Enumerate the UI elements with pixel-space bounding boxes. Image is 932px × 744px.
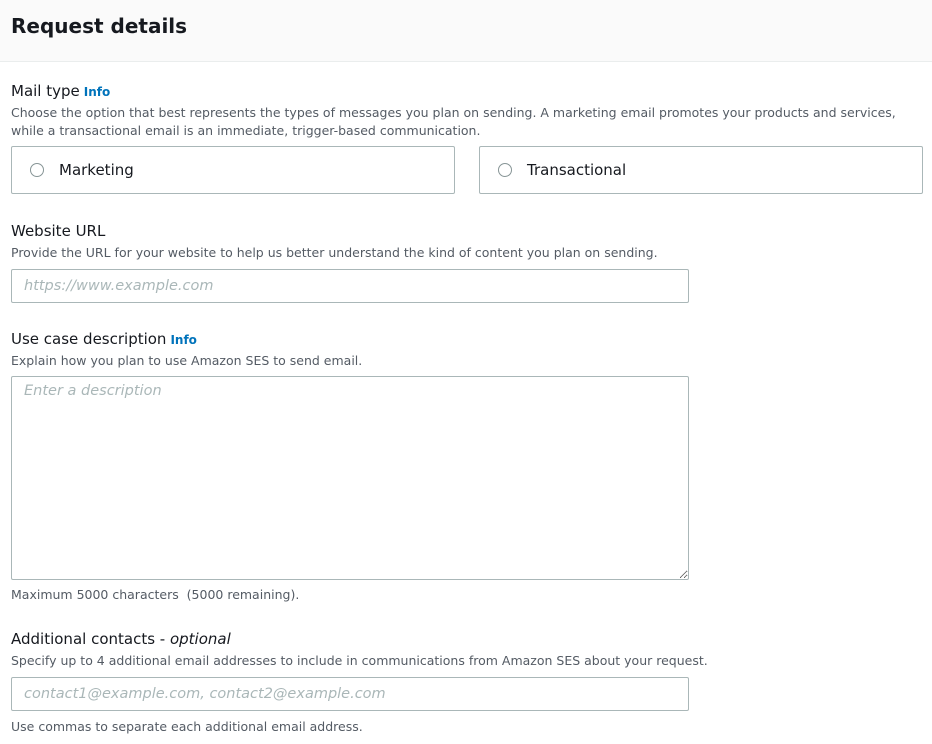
additional-contacts-optional: optional [169, 630, 231, 648]
use-case-textarea[interactable] [11, 376, 689, 580]
radio-card-marketing[interactable] [11, 146, 455, 194]
radio-button-marketing[interactable] [30, 163, 44, 177]
additional-contacts-label-text: Additional contacts - [11, 630, 170, 648]
radio-card-transactional[interactable] [479, 146, 923, 194]
website-url-label: Website URL [11, 222, 106, 240]
use-case-label [11, 329, 197, 350]
additional-contacts-input[interactable] [11, 677, 689, 711]
additional-contacts-hint: Use commas to separate each additional email address. [11, 719, 363, 734]
radio-label-marketing: Marketing [59, 161, 134, 179]
mail-type-label [11, 81, 110, 102]
use-case-info-link[interactable]: Info [170, 333, 197, 347]
mail-type-label-text: Mail type [11, 82, 80, 100]
website-url-input[interactable] [11, 269, 689, 303]
additional-contacts-description: Specify up to 4 additional email addresses to include in communications from Amazon SES about your request. [11, 653, 708, 668]
use-case-label-text: Use case description [11, 330, 167, 348]
additional-contacts-label [11, 629, 231, 649]
radio-button-transactional[interactable] [498, 163, 512, 177]
panel-title: Request details [11, 14, 188, 38]
mail-type-info-link[interactable]: Info [83, 85, 111, 99]
website-url-description: Provide the URL for your website to help us better understand the kind of content you plan on sending. [11, 245, 658, 260]
panel-header [0, 0, 932, 62]
use-case-char-count: Maximum 5000 characters (5000 remaining). [11, 587, 300, 602]
mail-type-description: Choose the option that best represents the types of messages you plan on sending. A marketing email promotes your products and services, while a transactional email is an immediate, trigger-based communication. [11, 105, 896, 138]
radio-label-transactional: Transactional [527, 161, 627, 179]
use-case-description: Explain how you plan to use Amazon SES to send email. [11, 353, 363, 368]
